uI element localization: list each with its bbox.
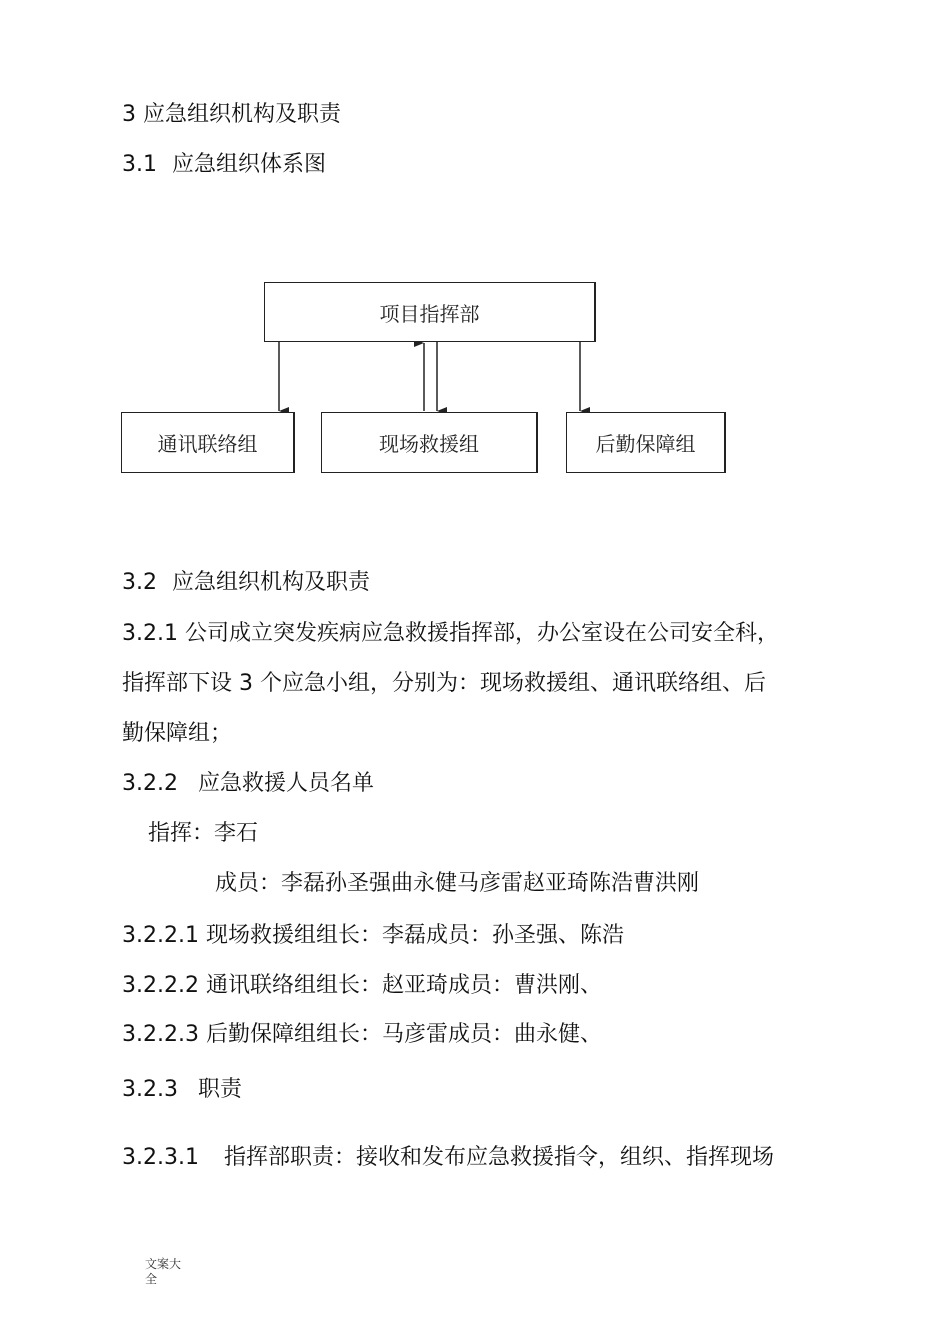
box-command-label: 项目指挥部 — [379, 301, 480, 326]
heading-text: 职责 — [198, 1077, 243, 1102]
box-communication — [121, 412, 295, 473]
heading-number: 3.2.2 — [122, 771, 178, 796]
heading-3-2-2 — [122, 770, 374, 798]
heading-text: 应急组织体系图 — [172, 152, 327, 177]
heading-text: 应急救援人员名单 — [198, 771, 375, 796]
box-rescue-label: 现场救援组 — [379, 432, 479, 456]
duty-3-2-3-1 — [122, 1144, 774, 1172]
heading-number: 3.2.3.1 — [122, 1145, 199, 1170]
box-rescue — [321, 412, 538, 473]
box-logistics-label: 后勤保障组 — [595, 432, 696, 456]
heading-3-2-3 — [122, 1076, 242, 1104]
box-command — [264, 282, 596, 342]
heading-number: 3.2 — [122, 570, 157, 595]
members-line: 成员：李磊孙圣强曲永健马彦雷赵亚琦陈浩曹洪刚 — [215, 871, 700, 896]
para-3-2-1-line-2: 指挥部下设 3 个应急小组，分别为：现场救援组、通讯联络组、后 — [122, 671, 766, 696]
heading-number: 3.2.3 — [122, 1077, 178, 1102]
heading-text: 应急组织机构及职责 — [172, 570, 371, 595]
heading-number: 3.1 — [122, 152, 157, 177]
para-3-2-1-line-3: 勤保障组； — [122, 721, 233, 746]
heading-3-2 — [122, 569, 370, 597]
box-communication-label: 通讯联络组 — [157, 432, 258, 456]
heading-3: 3 应急组织机构及职责 — [122, 102, 341, 127]
commander-line: 指挥：李石 — [148, 821, 259, 846]
group-1-line: 3.2.2.1 现场救援组组长：李磊成员：孙圣强、陈浩 — [122, 923, 624, 948]
footer-line-1: 文案大 — [145, 1257, 182, 1271]
duty-text: 指挥部职责：接收和发布应急救援指令，组织、指挥现场 — [224, 1145, 775, 1170]
footer-note — [145, 1257, 181, 1287]
group-3-line: 3.2.2.3 后勤保障组组长：马彦雷成员：曲永健、 — [122, 1022, 602, 1047]
box-logistics — [566, 412, 726, 473]
footer-line-2: 全 — [145, 1272, 158, 1286]
group-2-line: 3.2.2.2 通讯联络组组长：赵亚琦成员：曹洪刚、 — [122, 973, 602, 998]
para-3-2-1-line-1: 3.2.1 公司成立突发疾病应急救援指挥部，办公室设在公司安全科， — [122, 621, 779, 646]
